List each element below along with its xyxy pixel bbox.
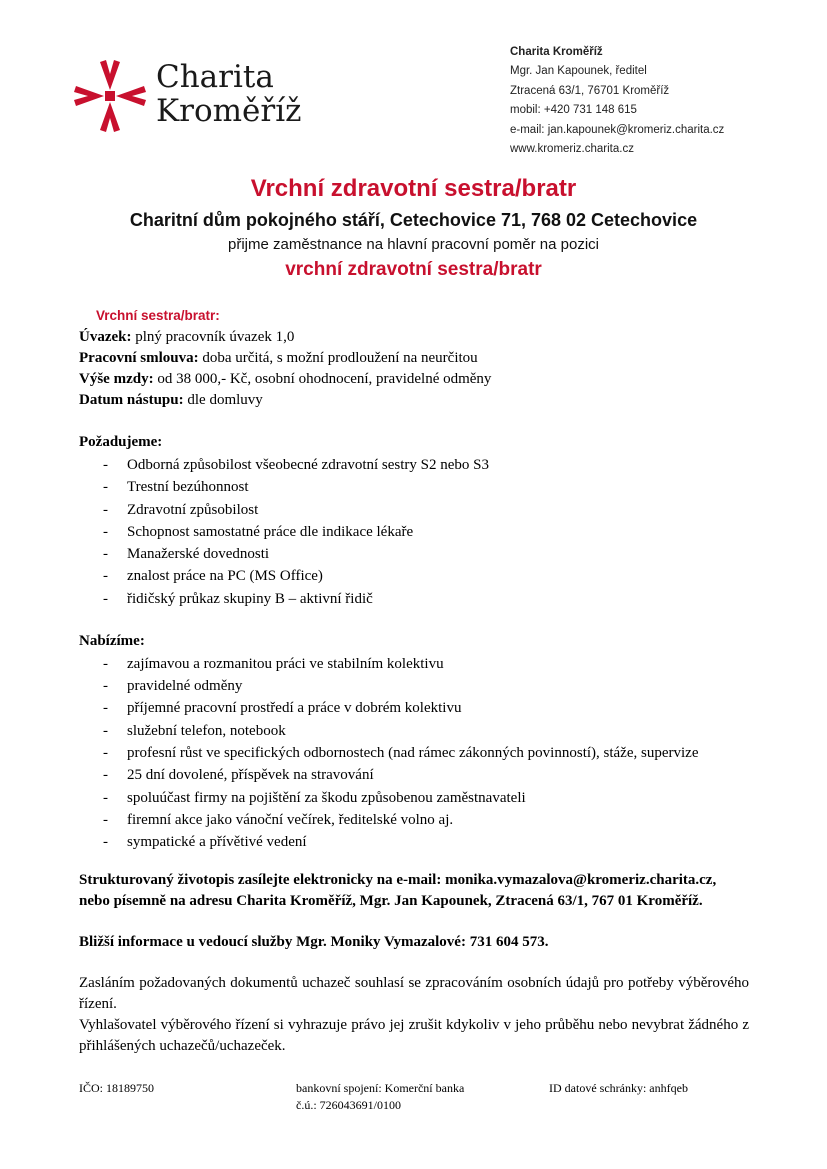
footer-databox: ID datové schránky: anhfqeb <box>549 1081 688 1095</box>
disclaimer-text: Vyhlašovatel výběrového řízení si vyhrazuje právo jej zrušit kdykoliv v jeho průběhu nebo nevybrat žádného z přihlášených uchazečů/uchazeček. <box>79 1017 749 1055</box>
contact-info: Bližší informace u vedoucí služby Mgr. Moniky Vymazalové: 731 604 573. <box>79 934 549 951</box>
page-title: Vrchní zdravotní sestra/bratr <box>250 175 577 202</box>
requirements-heading: Požadujeme: <box>79 434 163 450</box>
position-title: vrchní zdravotní sestra/bratr <box>285 259 542 280</box>
logo-line-2: Kroměříž <box>156 93 302 129</box>
list-item: - profesní růst ve specifických odbornostech (nad rámec zákonných povinností), stáže, supervize <box>79 743 749 764</box>
detail-label: Výše mzdy: <box>79 371 154 387</box>
charita-logo <box>74 60 344 140</box>
list-item: - Trestní bezúhonnost <box>79 477 749 498</box>
document-body <box>79 305 749 1057</box>
requirements-list <box>79 455 749 610</box>
contact-mobile: mobil: +420 731 148 615 <box>510 104 637 117</box>
footer-bank <box>296 1080 464 1114</box>
list-item: - řidičský průkaz skupiny B – aktivní řidič <box>79 589 749 610</box>
offer-list <box>79 654 749 853</box>
list-item: - Zdravotní způsobilost <box>79 500 749 521</box>
list-item: - Schopnost samostatné práce dle indikace lékaře <box>79 522 749 543</box>
detail-value: dle domluvy <box>183 392 263 408</box>
contact-org: Charita Kroměříž <box>510 46 603 58</box>
detail-label: Pracovní smlouva: <box>79 350 199 366</box>
detail-label: Úvazek: <box>79 329 132 345</box>
intro-line: přijme zaměstnance na hlavní pracovní poměr na pozici <box>227 236 600 253</box>
contact-web[interactable]: www.kromeriz.charita.cz <box>510 143 634 156</box>
charita-cross-icon <box>74 60 146 132</box>
list-item: - 25 dní dovolené, příspěvek na stravování <box>79 765 749 786</box>
contact-address: Ztracená 63/1, 76701 Kroměříž <box>510 84 670 97</box>
list-item: - znalost práce na PC (MS Office) <box>79 566 749 587</box>
list-item: - spoluúčast firmy na pojištění za škodu způsobenou zaměstnavateli <box>79 788 749 809</box>
detail-value: doba určitá, s možní prodloužení na neurčitou <box>198 350 478 366</box>
list-item: - služební telefon, notebook <box>79 721 749 742</box>
footer-account: č.ú.: 726043691/0100 <box>296 1098 401 1112</box>
list-item: - Manažerské dovednosti <box>79 544 749 565</box>
list-item: - zajímavou a rozmanitou práci ve stabilním kolektivu <box>79 654 749 675</box>
list-item: - pravidelné odměny <box>79 676 749 697</box>
detail-row-workload <box>79 327 749 348</box>
detail-row-salary <box>79 369 749 390</box>
list-item: - Odborná způsobilost všeobecné zdravotní sestry S2 nebo S3 <box>79 455 749 476</box>
list-item: - příjemné pracovní prostředí a práce v dobrém kolektivu <box>79 698 749 719</box>
contact-email[interactable]: e-mail: jan.kapounek@kromeriz.charita.cz <box>510 123 725 136</box>
detail-value: od 38 000,- Kč, osobní ohodnocení, pravidelné odměny <box>153 371 492 387</box>
list-item: - firemní akce jako vánoční večírek, ředitelské volno aj. <box>79 810 749 831</box>
workplace-subtitle: Charitní dům pokojného stáří, Cetechovice 71, 768 02 Cetechovice <box>129 210 698 230</box>
detail-row-start-date <box>79 390 749 411</box>
cv-instructions: Strukturovaný životopis zasílejte elektronicky na e-mail: monika.vymazalova@kromeriz.charita.cz, nebo písemně na adresu Charita Kroměříž, Mgr. Jan Kapounek, Ztracená 63/1, 767 01 Kroměříž. <box>79 872 717 910</box>
logo-line-1: Charita <box>156 59 274 95</box>
footer-bank-name: bankovní spojení: Komerční banka <box>296 1081 465 1095</box>
consent-text: Zasláním požadovaných dokumentů uchazeč souhlasí se zpracováním osobních údajů pro potřeby výběrového řízení. <box>79 975 749 1013</box>
detail-value: plný pracovník úvazek 1,0 <box>131 329 295 345</box>
contact-person: Mgr. Jan Kapounek, ředitel <box>510 65 647 78</box>
details-section-label: Vrchní sestra/bratr: <box>96 308 220 323</box>
detail-label: Datum nástupu: <box>79 392 184 408</box>
offer-heading: Nabízíme: <box>79 632 145 649</box>
detail-row-contract <box>79 348 749 369</box>
contact-block <box>510 43 724 159</box>
logo-wordmark <box>156 60 301 128</box>
footer-ico: IČO: 18189750 <box>79 1081 154 1095</box>
list-item: - sympatické a přívětivé vedení <box>79 832 749 853</box>
